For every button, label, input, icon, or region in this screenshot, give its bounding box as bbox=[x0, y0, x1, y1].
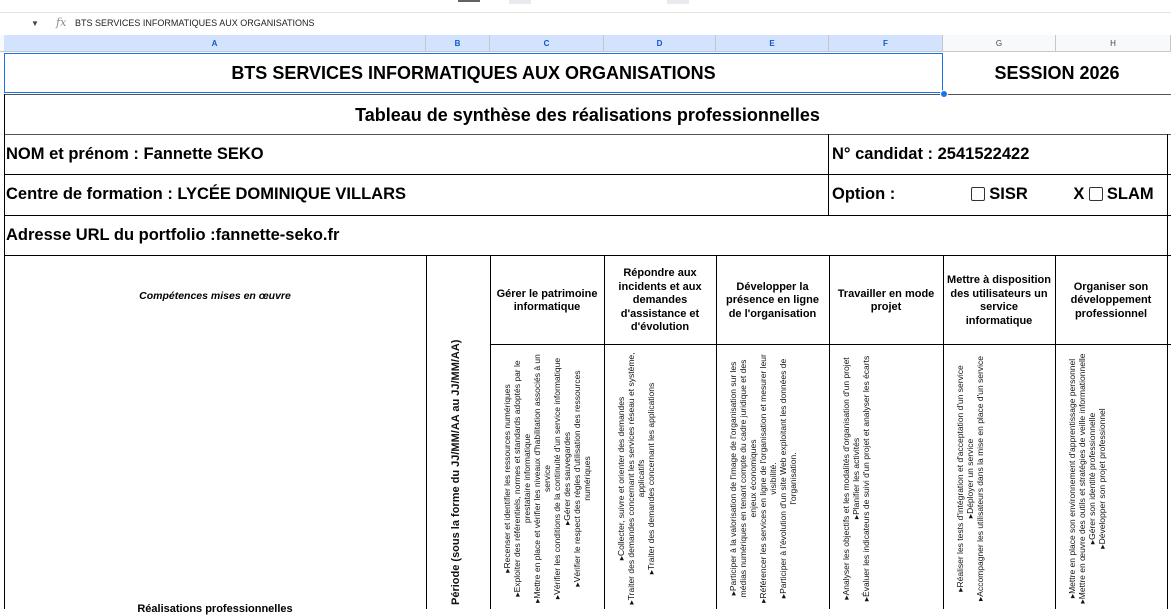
competence-block-title-text: Répondre aux incidents et aux demandes d'assistance et d'évolution bbox=[618, 267, 702, 334]
competence-item: ▸Réaliser les tests d'intégration et d'acceptation d'un service bbox=[955, 365, 965, 592]
slam-checkbox-icon[interactable] bbox=[1089, 187, 1103, 201]
competence-item-list[interactable] bbox=[502, 351, 604, 606]
competence-block-title[interactable] bbox=[833, 260, 939, 342]
formula-input[interactable]: BTS SERVICES INFORMATIQUES AUX ORGANISATIONS bbox=[75, 18, 315, 28]
fill-handle[interactable] bbox=[940, 90, 948, 98]
toolbar-button-fragment[interactable] bbox=[667, 0, 689, 4]
competence-item: ▸Mettre en œuvre des outils et stratégies de veille informationnelle bbox=[1077, 353, 1087, 604]
cell-portfolio[interactable]: Adresse URL du portfolio :fannette-seko.fr bbox=[6, 226, 340, 244]
sisr-checkbox-icon[interactable] bbox=[971, 187, 985, 201]
competence-block-title-text: Mettre à disposition des utilisateurs un service informatique bbox=[947, 274, 1051, 327]
competence-item: ▸Collecter, suivre et orienter des demandes bbox=[616, 396, 626, 561]
competence-block-title-text: Travailler en mode projet bbox=[837, 287, 935, 313]
competence-item: ▸Mettre en place et vérifier les niveaux d'habilitation associés à un service bbox=[532, 354, 552, 603]
competence-item: ▸Mettre en place son environnement d'apprentissage personnel bbox=[1067, 358, 1077, 599]
competence-item: ▸Référencer les services en ligne de l'organisation et mesurer leur visibilité. bbox=[758, 354, 778, 603]
competence-item: ▸Vérifier le respect des règles d'utilisation des ressources numériques bbox=[572, 370, 592, 587]
competence-item-list[interactable] bbox=[1067, 351, 1167, 606]
competence-item-list[interactable] bbox=[728, 351, 829, 606]
cell-competences[interactable]: Compétences mises en œuvre bbox=[139, 290, 291, 302]
competence-item: ▸Gérer son identité professionnelle bbox=[1087, 412, 1097, 545]
cell-option-label[interactable]: Option : bbox=[832, 185, 896, 203]
column-header-f[interactable]: F bbox=[829, 35, 943, 52]
competence-block-title-text: Développer la présence en ligne de l'organisation bbox=[726, 280, 819, 320]
column-header-h[interactable]: H bbox=[1056, 35, 1171, 52]
cell-period[interactable]: Période (sous la forme du JJ/MM/AA au JJ/MM/AA) bbox=[450, 339, 462, 605]
competence-item-list[interactable] bbox=[955, 351, 1055, 606]
cell-subtitle[interactable]: Tableau de synthèse des réalisations professionnelles bbox=[355, 105, 820, 125]
competence-item: ▸Planifier les activités bbox=[851, 437, 861, 520]
column-header-c[interactable]: C bbox=[490, 35, 604, 52]
column-header-b[interactable]: B bbox=[426, 35, 490, 52]
competence-item: ▸Traiter des demandes concernant les applications bbox=[646, 382, 656, 575]
competence-block-title-text: Gérer le patrimoine informatique bbox=[496, 287, 598, 313]
competence-item-list[interactable] bbox=[616, 351, 716, 606]
cell-session[interactable]: SESSION 2026 bbox=[994, 63, 1120, 83]
competence-item: ▸Traiter des demandes concernant les services réseau et système, applicatifs bbox=[626, 352, 646, 605]
cell-realisations[interactable]: Réalisations professionnelles bbox=[137, 603, 293, 615]
toolbar-button-fragment[interactable] bbox=[509, 0, 531, 4]
sisr-label: SISR bbox=[989, 185, 1028, 203]
competence-block-title[interactable] bbox=[720, 260, 825, 342]
name-box-dropdown-icon[interactable]: ▼ bbox=[31, 19, 39, 28]
competence-item: ▸Gérer des sauvegardes bbox=[562, 431, 572, 526]
competence-block-title[interactable] bbox=[608, 260, 712, 342]
formula-bar bbox=[0, 12, 1171, 36]
competence-item: ▸Recenser et identifier les ressources numériques bbox=[502, 384, 512, 573]
competence-item: ▸Vérifier les conditions de la continuité d'un service informatique bbox=[552, 357, 562, 600]
cell-option-slam[interactable] bbox=[1056, 174, 1171, 215]
fx-icon: fx bbox=[56, 16, 67, 29]
competence-block-title-text: Organiser son développement professionnel bbox=[1070, 280, 1152, 320]
cell-title[interactable]: BTS SERVICES INFORMATIQUES AUX ORGANISATIONS bbox=[231, 63, 716, 83]
competence-item: ▸Déployer un service bbox=[965, 438, 975, 519]
column-header-e[interactable]: E bbox=[716, 35, 829, 52]
cell-candidate[interactable]: N° candidat : 2541522422 bbox=[832, 145, 1030, 163]
competence-block-title[interactable] bbox=[494, 260, 600, 342]
slam-mark: X bbox=[1073, 185, 1085, 203]
column-header-g[interactable]: G bbox=[943, 35, 1056, 52]
competence-item-list[interactable] bbox=[841, 351, 943, 606]
competence-item: ▸Accompagner les utilisateurs dans la mise en place d'un service bbox=[975, 356, 985, 601]
competence-block-title[interactable] bbox=[1059, 260, 1163, 342]
cell-option-sisr[interactable] bbox=[943, 174, 1056, 215]
slam-label: SLAM bbox=[1106, 185, 1154, 203]
competence-item: ▸Analyser les objectifs et les modalités d'organisation d'un projet bbox=[841, 357, 851, 600]
competence-block-title[interactable] bbox=[947, 260, 1051, 342]
competence-item: ▸Participer à la valorisation de l'image de l'organisation sur les médias numériques en tenant compte du cadre juridique et des enjeux économiques bbox=[728, 359, 758, 598]
column-header-d[interactable]: D bbox=[604, 35, 716, 52]
column-header-a[interactable]: A bbox=[4, 35, 426, 52]
cell-name[interactable]: NOM et prénom : Fannette SEKO bbox=[6, 145, 264, 163]
competence-item: ▸Participer à l'évolution d'un site Web exploitant les données de l'organisation. bbox=[778, 358, 798, 599]
competence-item: ▸Évaluer les indicateurs de suivi d'un projet et analyser les écarts bbox=[861, 355, 871, 602]
toolbar-strip bbox=[0, 0, 1171, 10]
cell-centre[interactable]: Centre de formation : LYCÉE DOMINIQUE VILLARS bbox=[6, 185, 407, 203]
competence-item: ▸Développer son projet professionnel bbox=[1097, 408, 1107, 549]
competence-item: ▸Exploiter des référentiels, normes et standards adoptés par le prestataire informatique bbox=[512, 360, 532, 597]
toolbar-button-fragment[interactable] bbox=[458, 0, 480, 2]
